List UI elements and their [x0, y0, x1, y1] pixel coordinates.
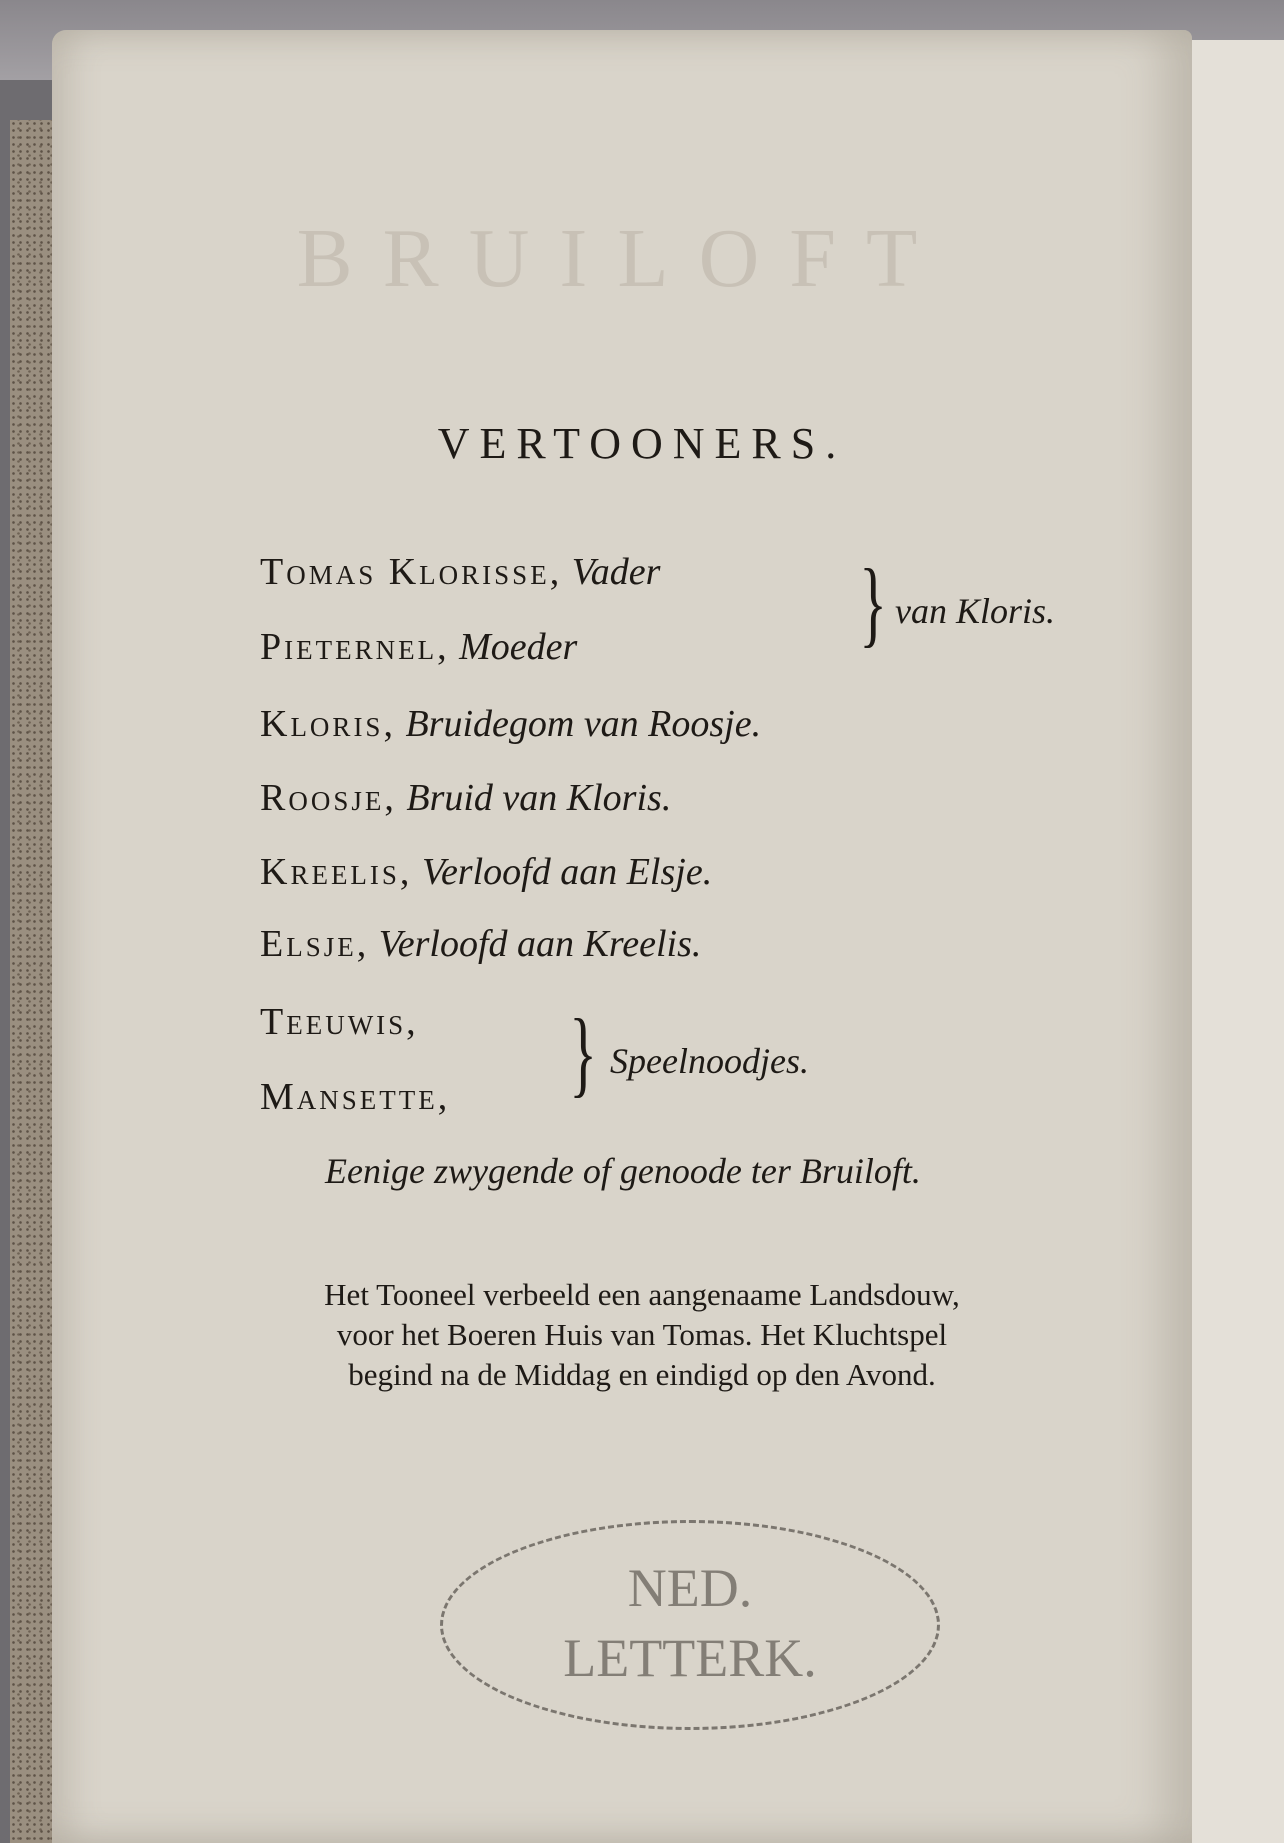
- stamp-line: NED.: [627, 1558, 753, 1618]
- character-line: [260, 625, 577, 669]
- stamp-line: LETTERK.: [563, 1628, 817, 1688]
- group-note: Speelnoodjes.: [610, 1041, 809, 1081]
- scene-description: [0, 1275, 1284, 1395]
- character-line: [260, 550, 660, 594]
- scene-line: Het Tooneel verbeeld een aangenaame Landsdouw,: [324, 1277, 960, 1312]
- character-name: Roosje,: [260, 777, 397, 819]
- character-name: Kreelis,: [260, 851, 413, 893]
- brace-icon: }: [859, 549, 887, 656]
- character-line: [260, 1075, 450, 1119]
- character-role: Moeder: [459, 626, 578, 668]
- character-name: Tomas Klorisse,: [260, 551, 563, 593]
- facing-page-edge: [1180, 40, 1284, 1843]
- bleed-through-text: BRUILOFT: [296, 212, 948, 305]
- character-line: [260, 922, 701, 966]
- character-role: Vader: [571, 551, 661, 593]
- character-name: Pieternel,: [260, 626, 450, 668]
- page-heading: VERTOONERS.: [437, 419, 847, 468]
- character-line: [260, 776, 671, 820]
- character-name: Kloris,: [260, 703, 396, 745]
- brace-icon: }: [569, 999, 597, 1106]
- character-name: Mansette,: [260, 1076, 451, 1118]
- character-line: [260, 702, 761, 746]
- character-role: Verloofd aan Elsje.: [421, 851, 713, 893]
- silent-characters: Eenige zwygende of genoode ter Bruiloft.: [325, 1151, 921, 1191]
- character-role: Bruidegom van Roosje.: [405, 703, 762, 745]
- character-role: Bruid van Kloris.: [406, 777, 672, 819]
- character-line: [260, 1000, 419, 1044]
- scene-line: voor het Boeren Huis van Tomas. Het Kluchtspel: [336, 1317, 948, 1352]
- character-line: [260, 850, 712, 894]
- character-name: Elsje,: [260, 923, 370, 965]
- character-role: Verloofd aan Kreelis.: [378, 923, 702, 965]
- scene-line: begind na de Middag en eindigd op den Avond.: [348, 1357, 936, 1392]
- group-note: van Kloris.: [895, 591, 1056, 631]
- character-name: Teeuwis,: [260, 1001, 419, 1043]
- library-stamp: [440, 1520, 940, 1730]
